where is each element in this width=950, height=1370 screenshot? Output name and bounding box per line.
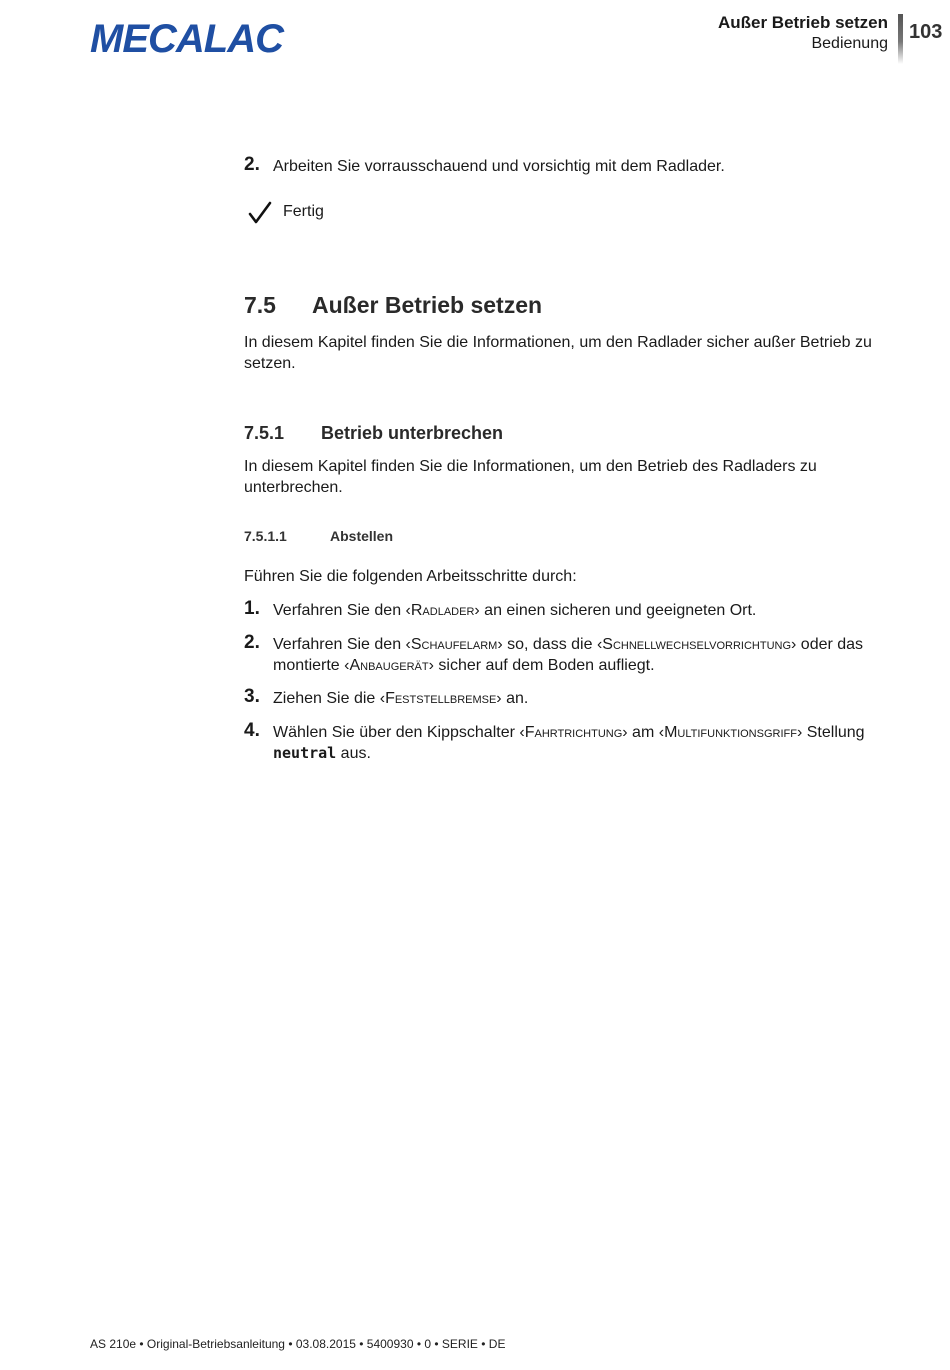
subsubsection-title: Abstellen <box>330 528 394 544</box>
step-number: 2. <box>244 154 260 175</box>
subsubsection-number: 7.5.1.1 <box>244 528 287 544</box>
term: ‹Anbaugerät› <box>344 657 434 674</box>
subsection-intro: In diesem Kapitel finden Sie die Informationen, um den Betrieb des Radladers zu unterbrechen. <box>244 458 817 496</box>
term: ‹Multifunktionsgriff› <box>658 724 803 741</box>
header-chapter: Bedienung <box>811 35 888 52</box>
subsection-title: Betrieb unterbrechen <box>321 423 504 443</box>
section-heading <box>244 292 542 319</box>
term: ‹Schaufelarm› <box>405 636 503 653</box>
code-value: neutral <box>273 744 337 762</box>
term: ‹Feststellbremse› <box>379 690 502 707</box>
step-number: 2. <box>244 632 260 653</box>
page-footer: AS 210e • Original-Betriebsanleitung • 03.08.2015 • 5400930 • 0 • SERIE • DE <box>90 1337 506 1351</box>
section-intro: In diesem Kapitel finden Sie die Informationen, um den Radlader sicher außer Betrieb zu setzen. <box>244 334 872 372</box>
done-label: Fertig <box>283 203 324 220</box>
procedure-lead: Führen Sie die folgenden Arbeitsschritte durch: <box>244 568 577 585</box>
term: ‹Radlader› <box>405 602 480 619</box>
step-number: 4. <box>244 720 260 741</box>
list-item <box>244 634 904 676</box>
mecalac-logo <box>90 14 290 60</box>
step-number: 3. <box>244 686 260 707</box>
section-title: Außer Betrieb setzen <box>312 292 543 318</box>
step-text: Verfahren Sie den ‹Schaufelarm› so, dass die ‹Schnellwechselvorrichtung› oder das montierte ‹Anbaugerät› sicher auf dem Boden aufliegt. <box>273 636 864 674</box>
term: ‹Schnellwechselvorrichtung› <box>596 636 797 653</box>
list-item <box>244 156 904 177</box>
section-number: 7.5 <box>244 292 276 318</box>
page-number-bar <box>898 14 903 64</box>
step-number: 1. <box>244 598 260 619</box>
header-section-title: Außer Betrieb setzen <box>717 13 888 32</box>
page-number: 103 <box>909 21 943 43</box>
list-item <box>244 600 904 621</box>
subsubsection-heading <box>244 528 393 544</box>
step-text: Arbeiten Sie vorrausschauend und vorsichtig mit dem Radlader. <box>273 158 725 175</box>
term: ‹Fahrtrichtung› <box>519 724 628 741</box>
step-text: Wählen Sie über den Kippschalter ‹Fahrtrichtung› am ‹Multifunktionsgriff› Stellung neutral aus. <box>273 724 865 762</box>
step-text: Verfahren Sie den ‹Radlader› an einen sicheren und geeigneten Ort. <box>273 602 757 619</box>
subsection-heading <box>244 423 503 444</box>
step-text: Ziehen Sie die ‹Feststellbremse› an. <box>273 690 529 707</box>
list-item <box>244 722 904 764</box>
running-header <box>718 12 888 54</box>
logo-text: MECALAC <box>90 17 283 60</box>
subsection-number: 7.5.1 <box>244 423 285 443</box>
list-item <box>244 688 904 709</box>
checkmark-icon <box>248 200 272 226</box>
